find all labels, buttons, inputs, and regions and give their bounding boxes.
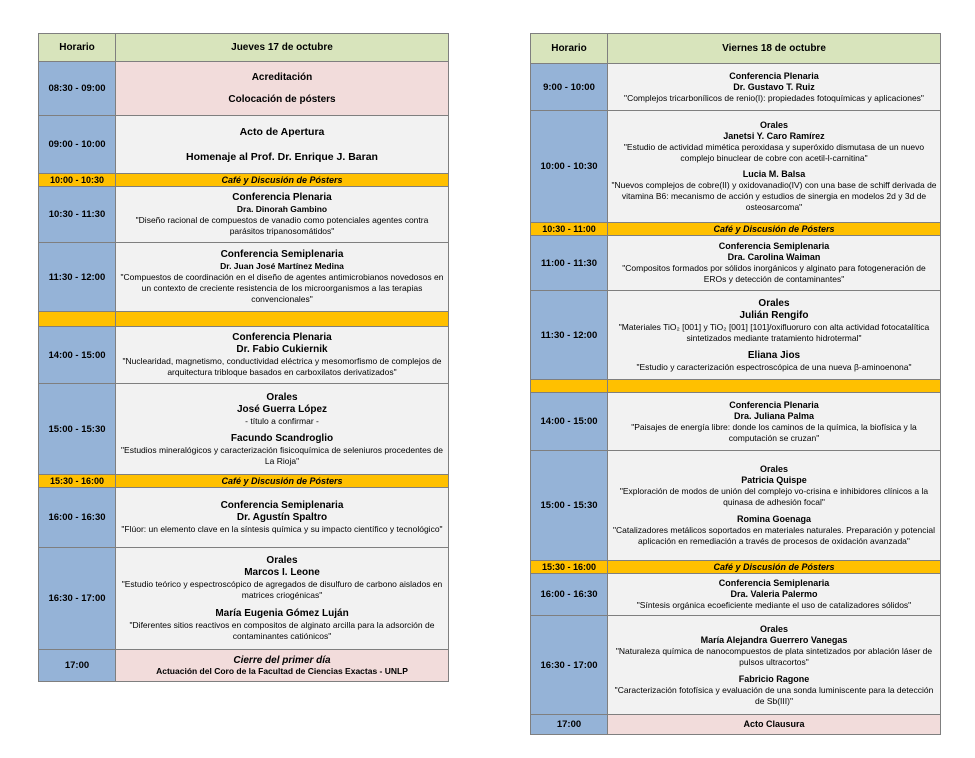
time-cell: 09:00 - 10:00: [39, 116, 116, 174]
event-line: Acto de Apertura: [239, 125, 325, 138]
event-cell: [116, 650, 449, 682]
coffee-break-label: Café y Discusión de Pósters: [608, 223, 941, 236]
event-cell: [608, 291, 941, 380]
talk-title: "Nuevos complejos de cobre(II) y oxidovanadio(IV) con una base de schiff derivada de vitamina B6: mecanismo de acción y estudios de sinergia en modelos 2d y 3d de osteosarcoma": [611, 180, 937, 212]
time-column-header: Horario: [39, 34, 116, 62]
session-title: Orales: [266, 391, 298, 403]
coffee-break-row: [39, 174, 449, 187]
session-title: Orales: [758, 297, 790, 309]
talk-title: "Exploración de modos de unión del complejo vo-crisina e inhibidores clínicos a la quinasa de adhesión focal": [619, 486, 929, 507]
coffee-break-label: Café y Discusión de Pósters: [116, 174, 449, 187]
speaker-name: Dr. Juan José Martínez Medina: [220, 261, 344, 271]
time-cell: 14:00 - 15:00: [39, 327, 116, 384]
time-cell: 16:00 - 16:30: [39, 488, 116, 548]
table-row: [531, 393, 941, 451]
event-cell: [608, 64, 941, 111]
event-cell: [116, 187, 449, 243]
time-cell: 15:00 - 15:30: [531, 451, 608, 561]
time-cell: 17:00: [531, 715, 608, 735]
empty-cell: [39, 312, 116, 327]
event-cell: [608, 451, 941, 561]
time-cell: 17:00: [39, 650, 116, 682]
time-cell: 08:30 - 09:00: [39, 62, 116, 116]
talk-title: "Complejos tricarbonílicos de renio(I): propiedades fotoquímicas y aplicaciones": [624, 92, 924, 103]
time-cell: 10:30 - 11:00: [531, 223, 608, 236]
session-title: Conferencia Semiplenaria: [220, 249, 344, 260]
table-header-row: [39, 34, 449, 62]
coffee-break-label: Café y Discusión de Pósters: [608, 561, 941, 574]
table-row: [531, 574, 941, 616]
table-row: [531, 715, 941, 735]
session-title: Conferencia Semiplenaria: [718, 241, 830, 251]
table-row: [39, 650, 449, 682]
speaker-name: Patricia Quispe: [741, 475, 807, 485]
table-row: [39, 243, 449, 312]
event-cell: [116, 116, 449, 174]
speaker-name: Janetsi Y. Caro Ramírez: [723, 131, 825, 141]
time-cell: 11:30 - 12:00: [531, 291, 608, 380]
day-column-header: Viernes 18 de octubre: [608, 34, 941, 64]
event-line: Actuación del Coro de la Facultad de Ciencias Exactas - UNLP: [156, 665, 408, 676]
talk-title: "Compositos formados por sólidos inorgánicos y alginato para fotogeneración de EROs y detección de contaminantes": [622, 263, 926, 284]
talk-title: "Síntesis orgánica ecoeficiente mediante el uso de catalizadores sólidos": [636, 600, 912, 610]
table-row: [39, 62, 449, 116]
time-cell: 15:30 - 16:00: [531, 561, 608, 574]
time-cell: 10:30 - 11:30: [39, 187, 116, 243]
speaker-name: Dr. Agustín Spaltro: [236, 512, 328, 523]
table-row: [531, 616, 941, 715]
talk-title: "Paisajes de energía libre: donde los caminos de la química, la biofísica y la computación se cruzan": [631, 421, 917, 443]
speaker-name: Dra. Juliana Palma: [733, 410, 815, 421]
coffee-break-row: [39, 475, 449, 488]
table-row: [531, 111, 941, 223]
time-cell: 14:00 - 15:00: [531, 393, 608, 451]
event-line: Homenaje al Prof. Dr. Enrique J. Baran: [186, 150, 378, 163]
event-cell: [608, 393, 941, 451]
table-row: [531, 291, 941, 380]
event-cell: [608, 111, 941, 223]
talk-title: "Caracterización fotofísica y evaluación de una sonda luminiscente para la detección de Sb(III)": [614, 684, 934, 706]
talk-title: "Nuclearidad, magnetismo, conductividad eléctrica y mesomorfismo de complejos de arquitectura tribloque basados en carboxilatos derivatizados": [122, 356, 442, 377]
lunch-gap-row: [39, 312, 449, 327]
time-cell: 11:30 - 12:00: [39, 243, 116, 312]
speaker-name: Marcos I. Leone: [244, 567, 320, 578]
session-title: Orales: [759, 120, 789, 130]
speaker-name: José Guerra López: [236, 403, 328, 415]
talk-title: "Diseño racional de compuestos de vanadio como potenciales agentes contra parásitos tripanosomátidos": [135, 215, 429, 236]
speaker-name: Dr. Fabio Cukiernik: [236, 344, 328, 355]
speaker-name: Dra. Carolina Waiman: [727, 252, 821, 262]
time-cell: 15:30 - 16:00: [39, 475, 116, 488]
talk-title: "Estudios mineralógicos y caracterización fisicoquímica de seleniuros procedentes de La Rioja": [121, 444, 443, 466]
talk-title: "Materiales TiO₂ [001] y TiO₂ [001] [101]/oxifluoruro con alta actividad fotocatalítica sintetizados mediante tratamiento hidrotermal": [618, 321, 930, 343]
speaker-name: Romina Goenaga: [736, 514, 811, 524]
talk-title: "Estudio teórico y espectroscópico de agregados de disulfuro de carbono aislados en matrices criogénicas": [121, 579, 443, 600]
table-row: [531, 236, 941, 291]
talk-title: "Catalizadores metálicos soportados en materiales naturales. Preparación y potencial aplicación en remediación a través de procesos de oxidación avanzada": [613, 525, 935, 546]
closing-label: Acto Clausura: [743, 719, 805, 729]
empty-cell: [116, 312, 449, 327]
coffee-break-row: [531, 223, 941, 236]
talk-title: "Estudio de actividad mimética peroxidasa y superóxido dismutasa de un nuevo complejo binuclear de cobre con acetil-l-carnitina": [623, 142, 925, 163]
empty-cell: [531, 380, 608, 393]
event-cell: [116, 384, 449, 475]
table-row: [531, 64, 941, 111]
coffee-break-label: Café y Discusión de Pósters: [116, 475, 449, 488]
event-cell: [116, 548, 449, 650]
event-cell: [608, 236, 941, 291]
time-cell: 10:00 - 10:30: [39, 174, 116, 187]
thursday-schedule-table: [38, 33, 449, 682]
table-row: [39, 488, 449, 548]
session-title: Conferencia Plenaria: [729, 70, 819, 81]
speaker-name: Dr. Gustavo T. Ruiz: [733, 81, 815, 92]
time-cell: 11:00 - 11:30: [531, 236, 608, 291]
lunch-gap-row: [531, 380, 941, 393]
table-row: [39, 187, 449, 243]
event-cell: [116, 243, 449, 312]
session-title: Orales: [759, 623, 789, 634]
talk-title: "Flúor: un elemento clave en la síntesis química y su impacto científico y tecnológico": [121, 524, 443, 534]
session-title: Conferencia Plenaria: [232, 332, 332, 343]
speaker-name: Julián Rengifo: [739, 309, 809, 321]
time-cell: 16:00 - 16:30: [531, 574, 608, 616]
talk-title: "Estudio y caracterización espectroscópica de una nueva β-aminoenona": [636, 361, 912, 372]
event-cell: [608, 616, 941, 715]
time-cell: 16:30 - 17:00: [531, 616, 608, 715]
speaker-name: Dra. Valeria Palermo: [730, 589, 818, 599]
empty-cell: [608, 380, 941, 393]
event-cell: [608, 574, 941, 616]
talk-title: "Naturaleza química de nanocompuestos de plata sintetizados por ablación láser de pulsos ultracortos": [615, 645, 933, 667]
table-row: [39, 384, 449, 475]
closing-label: Cierre del primer día: [233, 654, 331, 666]
speaker-name: María Eugenia Gómez Luján: [215, 608, 349, 619]
time-column-header: Horario: [531, 34, 608, 64]
table-row: [39, 548, 449, 650]
speaker-name: Facundo Scandroglio: [230, 432, 334, 444]
coffee-break-row: [531, 561, 941, 574]
time-cell: 15:00 - 15:30: [39, 384, 116, 475]
event-cell: [116, 62, 449, 116]
table-row: [39, 327, 449, 384]
talk-title: - título a confirmar -: [245, 415, 319, 426]
session-title: Orales: [759, 464, 789, 474]
time-cell: 16:30 - 17:00: [39, 548, 116, 650]
event-line: Acreditación: [251, 71, 313, 83]
event-line: Colocación de pósters: [228, 93, 336, 105]
event-cell: [116, 327, 449, 384]
time-cell: 10:00 - 10:30: [531, 111, 608, 223]
speaker-name: María Alejandra Guerrero Vanegas: [700, 634, 848, 645]
day-column-header: Jueves 17 de octubre: [116, 34, 449, 62]
event-cell: [608, 715, 941, 735]
table-row: [39, 116, 449, 174]
table-header-row: [531, 34, 941, 64]
session-title: Conferencia Plenaria: [232, 192, 332, 203]
session-title: Orales: [266, 555, 298, 566]
speaker-name: Dra. Dinorah Gambino: [236, 204, 328, 214]
session-title: Conferencia Plenaria: [729, 399, 819, 410]
speaker-name: Eliana Jios: [747, 349, 801, 361]
event-cell: [116, 488, 449, 548]
session-title: Conferencia Semiplenaria: [718, 578, 830, 588]
time-cell: 9:00 - 10:00: [531, 64, 608, 111]
speaker-name: Fabricio Ragone: [738, 673, 810, 684]
talk-title: "Diferentes sitios reactivos en compositos de alginato arcilla para la adsorción de contaminantes catiónicos": [129, 620, 435, 641]
table-row: [531, 451, 941, 561]
speaker-name: Lucia M. Balsa: [742, 169, 806, 179]
session-title: Conferencia Semiplenaria: [220, 500, 344, 511]
friday-schedule-table: [530, 33, 941, 735]
talk-title: "Compuestos de coordinación en el diseño de agentes antimicrobianos novedosos en un contexto de creciente resistencia de los microorganismos a las terapias convencionales": [120, 272, 444, 304]
